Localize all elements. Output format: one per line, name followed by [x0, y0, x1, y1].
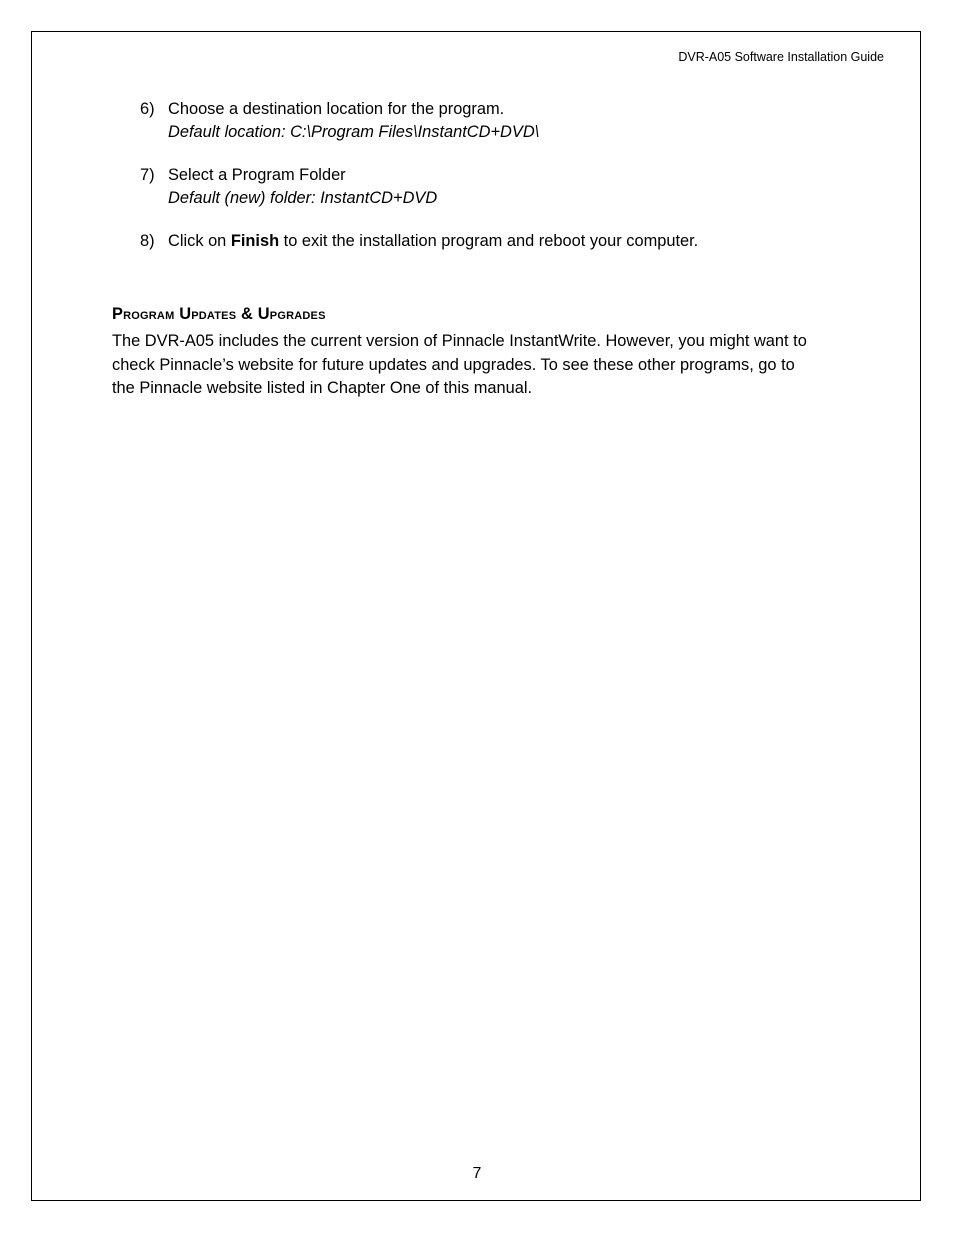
step-number: 7) — [140, 166, 155, 184]
step-number: 6) — [140, 100, 155, 118]
step-note: Default location: C:\Program Files\InstantCD+DVD\ — [168, 123, 540, 141]
step-text-before: Click on — [168, 232, 231, 250]
step-text-after: to exit the installation program and reboot your computer. — [279, 232, 699, 250]
step-number: 8) — [140, 232, 155, 250]
paragraph-line: check Pinnacle’s website for future updates and upgrades. To see these other programs, go to — [112, 355, 795, 374]
running-header: DVR-A05 Software Installation Guide — [678, 50, 884, 64]
section-heading: Program Updates & Upgrades — [112, 305, 326, 323]
paragraph-line: The DVR-A05 includes the current version of Pinnacle InstantWrite. However, you might want to — [112, 332, 807, 350]
section-paragraph — [112, 330, 852, 401]
step-text: Select a Program Folder — [168, 166, 346, 184]
step-note: Default (new) folder: InstantCD+DVD — [168, 189, 438, 207]
paragraph-line: the Pinnacle website listed in Chapter One of this manual. — [112, 379, 533, 397]
page-border — [31, 31, 921, 1201]
page-number: 7 — [472, 1165, 482, 1182]
step-text: Choose a destination location for the program. — [168, 100, 505, 118]
finish-keyword: Finish — [230, 232, 280, 250]
